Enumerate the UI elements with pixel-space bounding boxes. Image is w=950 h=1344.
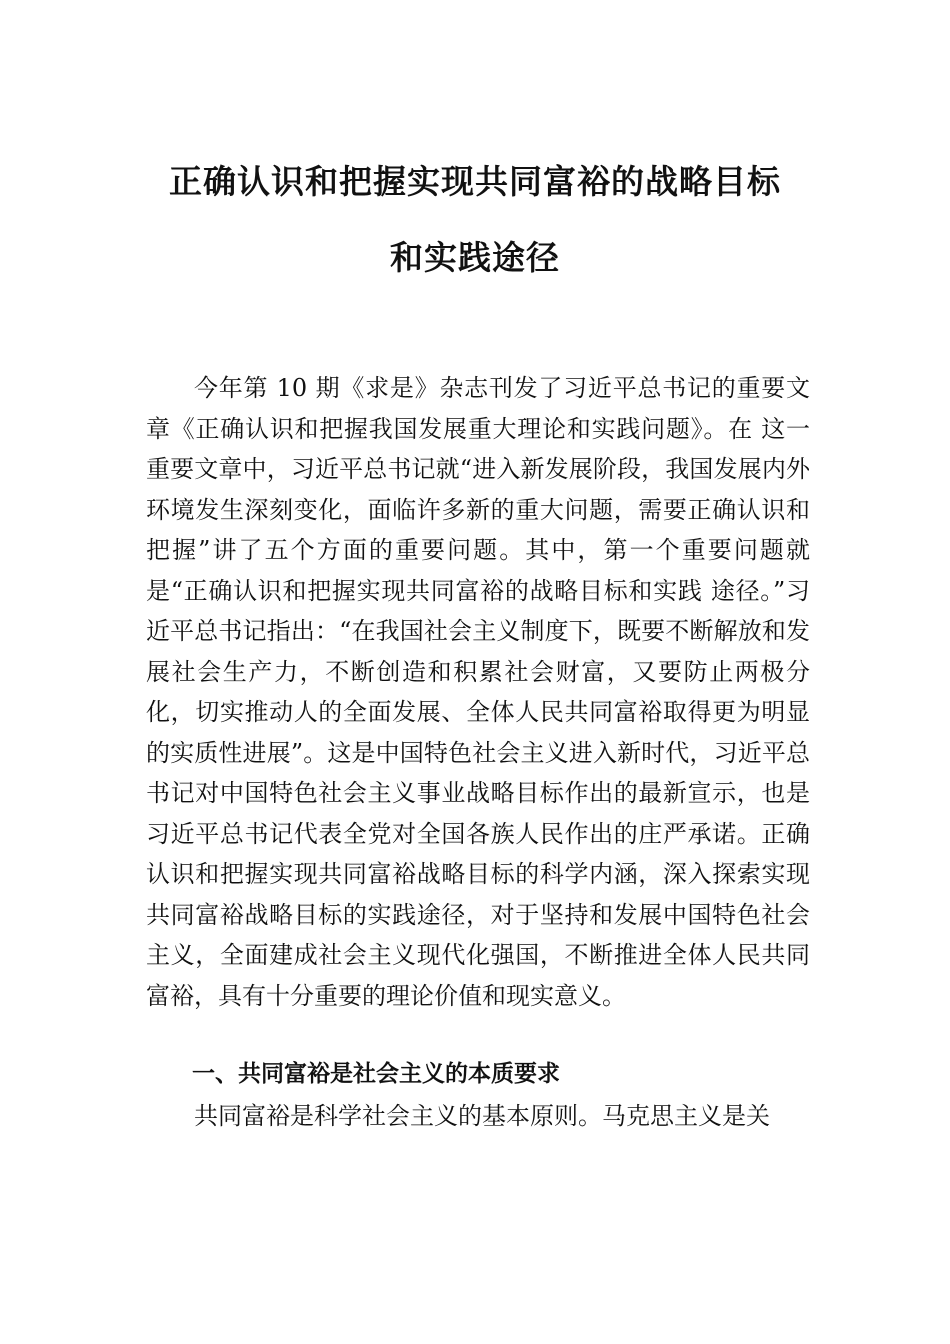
document-title-line-2: 和实践途径 <box>390 238 560 277</box>
body-paragraph-2: 共同富裕是科学社会主义的基本原则。马克思主义是关 <box>194 1102 770 1130</box>
document-title-line-1: 正确认识和把握实现共同富裕的战略目标 <box>169 162 781 201</box>
section-heading-1: 一、共同富裕是社会主义的本质要求 <box>192 1061 560 1087</box>
body-paragraph-1: 今年第 10 期《求是》杂志刊发了习近平总书记的重要文章《正确认识和把握我国发展重大理论和实践问题》。在 这一重要文章中，习近平总书记就“进入新发展阶段，我国发展内外环境发生深刻变化，面临许多新的重大问题，需要正确认识和把握”讲了五个方面的重要问题。其中，第一个重要问题就是“正确认识和把握实现共同富裕的战略目标和实践 途径。”习近平总书记指出：“在我国社会主义制度下，既要不断解放和发展社会生产力，不断创造和积累社会财富，又要防止两极分化，切实推动人的全面发展、全体人民共同富裕取得更为明显的实质性进展”。这是中国特色社会主义进入新时代，习近平总书记对中国特色社会主义事业战略目标作出的最新宣示，也是习近平总书记代表全党对全国各族人民作出的庄严承诺。正确认识和把握实现共同富裕战略目标的科学内涵，深入探索实现共同富裕战略目标的实践途径，对于坚持和发展中国特色社会主义，全面建成社会主义现代化强国，不断推进全体人民共同富裕，具有十分重要的理论价值和现实意义。 <box>146 374 810 1010</box>
